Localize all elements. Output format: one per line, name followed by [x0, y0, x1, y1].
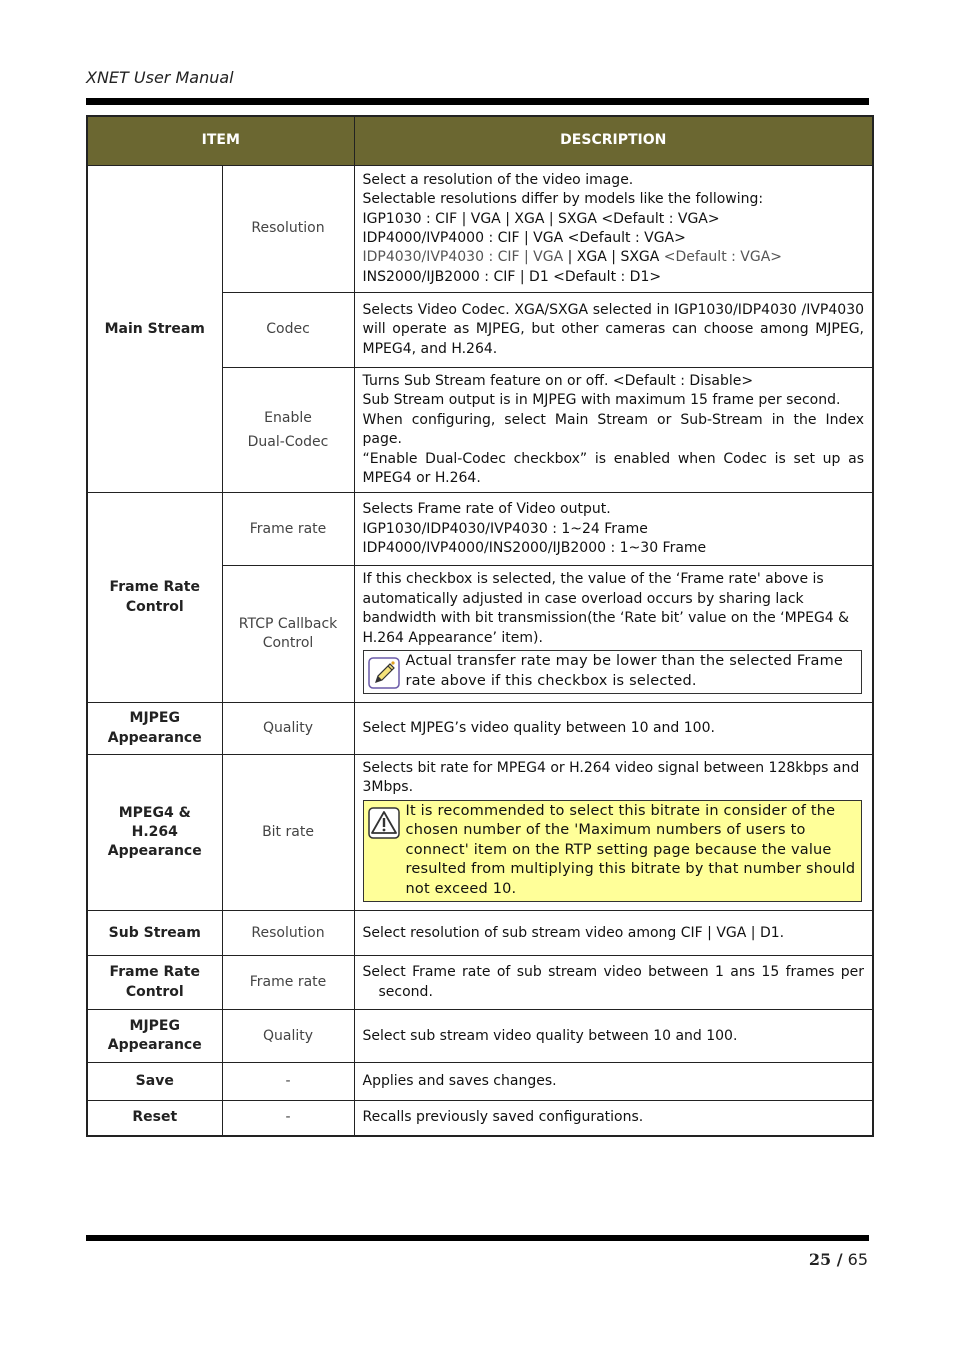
text-line: IDP4000/IVP4000 : CIF | VGA <Default : VGA>: [362, 230, 686, 246]
note-text: Actual transfer rate may be lower than the selected Frame rate above if this checkbox is selected.: [405, 653, 844, 689]
text-line: Select Frame rate of sub stream video between 1 ans 15 frames per: [362, 964, 865, 981]
text-block: Selects bit rate for MPEG4 or H.264 video signal between 128kbps and 3Mbps.: [362, 760, 860, 796]
text-line: Dual-Codec: [247, 434, 329, 451]
text-line: Selectable resolutions differ by models like the following:: [362, 191, 764, 208]
warning-box: [363, 800, 863, 903]
description-dual-codec: [354, 368, 873, 493]
sub-item-resolution: Resolution: [222, 166, 354, 293]
description-frame-rate: [354, 493, 873, 566]
item-sub-mjpeg-appearance: MJPEG Appearance: [87, 1010, 222, 1063]
sub-item-frame-rate: Frame rate: [222, 493, 354, 566]
settings-table: [86, 115, 874, 1137]
description-save: Applies and saves changes.: [354, 1063, 873, 1101]
text-line: Turns Sub Stream feature on or off. <Default : Disable>: [362, 373, 754, 389]
page-current: 25 /: [808, 1250, 843, 1269]
table-header-row: [87, 116, 873, 166]
table-row: [87, 1010, 873, 1063]
description-mjpeg-quality: Select MJPEG’s video quality between 10 and 100.: [354, 703, 873, 755]
text-line: Sub Stream output is in MJPEG with maximum 15 frame per second.: [362, 392, 841, 409]
item-frame-rate-control: Frame Rate Control: [87, 493, 222, 703]
item-sub-frame-rate-control: Frame Rate Control: [87, 956, 222, 1010]
text-line: Enable: [264, 410, 312, 427]
header-rule: [86, 98, 869, 105]
item-sub-stream: Sub Stream: [87, 911, 222, 956]
description-codec: Selects Video Codec. XGA/SXGA selected in IGP1030/IDP4030 /IVP4030 will operate as MJPEG, but other cameras can choose among MJPEG, MPEG4, and H.264.: [354, 293, 873, 368]
page-total: 65: [847, 1250, 868, 1269]
table-row: [87, 1101, 873, 1136]
description-sub-frame-rate: [354, 956, 873, 1010]
warning-triangle-icon: [368, 807, 400, 839]
description-resolution: [354, 166, 873, 293]
sub-item-dash: -: [222, 1101, 354, 1136]
column-header-item: ITEM: [87, 116, 354, 166]
sub-item-frame-rate: Frame rate: [222, 956, 354, 1010]
text-line: Select a resolution of the video image.: [362, 171, 634, 188]
warning-text: It is recommended to select this bitrate in consider of the chosen number of the 'Maximum numbers of users to connect' item on the RTP setting page because the value resulted from multiplying this bitrate by that number should not exceed 10.: [405, 802, 856, 897]
sub-item-enable-dual-codec: [222, 368, 354, 493]
text-span: <Default : VGA>: [663, 249, 783, 266]
text-line: When configuring, select Main Stream or Sub-Stream in the Index page.: [362, 411, 865, 448]
item-mjpeg-appearance: MJPEG Appearance: [87, 703, 222, 755]
item-mpeg4-h264-appearance: MPEG4 & H.264 Appearance: [87, 755, 222, 911]
sub-item-rtcp-callback-control: RTCP Callback Control: [222, 566, 354, 703]
sub-item-bit-rate: Bit rate: [222, 755, 354, 911]
text-line: “Enable Dual-Codec checkbox” is enabled when Codec is set up as MPEG4 or H.264.: [362, 450, 865, 487]
table-row: [87, 755, 873, 911]
text-line: IGP1030 : CIF | VGA | XGA | SXGA <Default : VGA>: [362, 210, 720, 227]
sub-item-codec: Codec: [222, 293, 354, 368]
text-block: If this checkbox is selected, the value of the ‘Frame rate' above is automatically adjusted in case overload occurs by sharing lack bandwidth with bit transmission(the ‘Rate bit’ value on the ‘MPEG4 & H.264 Appearance’ item).: [362, 571, 850, 646]
text-line: Selects Frame rate of Video output.: [362, 501, 611, 518]
footer-rule: [86, 1235, 869, 1241]
table-row: [87, 956, 873, 1010]
text-line: second.: [378, 983, 433, 1000]
text-line: [363, 248, 865, 267]
item-main-stream: Main Stream: [87, 166, 222, 493]
table-row: [87, 1063, 873, 1101]
text-span: IDP4030/IVP4030 : CIF | VGA: [362, 249, 564, 266]
pencil-note-icon: [368, 657, 400, 689]
sub-item-dash: -: [222, 1063, 354, 1101]
description-sub-resolution: Select resolution of sub stream video among CIF | VGA | D1.: [354, 911, 873, 956]
description-rtcp: [354, 566, 873, 703]
sub-item-resolution: Resolution: [222, 911, 354, 956]
text-line: IDP4000/IVP4000/INS2000/IJB2000 : 1~30 Frame: [362, 540, 707, 557]
table-row: [87, 911, 873, 956]
table-row: [87, 166, 873, 293]
table-row: [87, 703, 873, 755]
item-save: Save: [87, 1063, 222, 1101]
text-line: IGP1030/IDP4030/IVP4030 : 1~24 Frame: [362, 520, 648, 537]
text-line: INS2000/IJB2000 : CIF | D1 <Default : D1>: [362, 268, 662, 285]
table-row: [87, 493, 873, 566]
column-header-description: DESCRIPTION: [354, 116, 873, 166]
description-reset: Recalls previously saved configurations.: [354, 1101, 873, 1136]
sub-item-quality: Quality: [222, 703, 354, 755]
description-sub-quality: Select sub stream video quality between 10 and 100.: [354, 1010, 873, 1063]
note-box: [363, 650, 863, 694]
item-reset: Reset: [87, 1101, 222, 1136]
document-header-title: XNET User Manual: [86, 68, 234, 87]
description-bit-rate: [354, 755, 873, 911]
text-span: | XGA | SXGA: [563, 249, 664, 266]
sub-item-quality: Quality: [222, 1010, 354, 1063]
page-number: [809, 1250, 868, 1269]
